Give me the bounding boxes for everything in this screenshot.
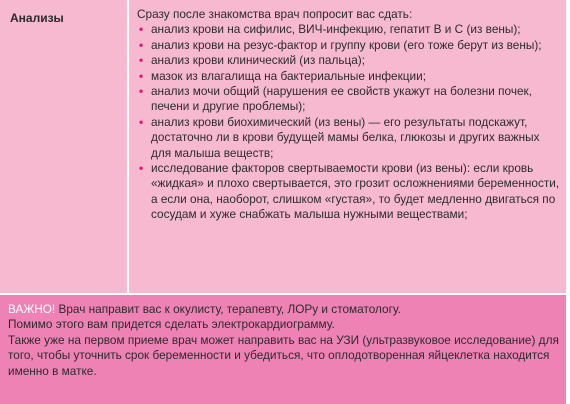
important-label: ВАЖНО! — [8, 302, 56, 316]
list-item-text: анализ мочи общий (нарушения ее свойств укажут на болезни почек, печени и другие проблемы); — [151, 84, 532, 114]
important-note — [0, 295, 566, 404]
bullet-dot-icon: • — [139, 84, 144, 99]
list-item — [137, 161, 560, 223]
list-item — [137, 53, 560, 68]
important-line-1 — [8, 302, 560, 317]
bullet-dot-icon: • — [139, 161, 144, 176]
important-line-2: Помимо этого вам придется сделать электрокардиограмму. — [8, 317, 335, 332]
bullet-dot-icon: • — [139, 114, 144, 129]
tests-list — [137, 22, 560, 222]
bullet-dot-icon: • — [139, 37, 144, 52]
list-item — [137, 69, 560, 84]
list-item — [137, 84, 560, 115]
list-item-text: анализ крови биохимический (из вены) — его результаты подскажут, достаточно ли в крови будущей мамы белка, глюкозы и других важных для малыша веществ; — [151, 114, 540, 160]
list-item — [137, 38, 560, 53]
list-item-text: исследование факторов свертываемости крови (из вены): если кровь «жидкая» и плохо свертывается, это грозит осложнениями беременности, а если она, наоборот, слишком «густая», то будет медленно двигаться по сосудам и хуже снабжать малыша нужными веществами; — [151, 161, 560, 222]
list-item-text: анализ крови клинический (из пальца); — [151, 53, 366, 68]
list-item-text: мазок из влагалища на бактериальные инфекции; — [151, 68, 426, 83]
table-header-cell — [0, 0, 129, 293]
bullet-dot-icon: • — [139, 53, 144, 68]
list-item-text: анализ крови на сифилис, ВИЧ-инфекцию, гепатит В и С (из вены); — [151, 22, 521, 37]
important-text-1: Врач направит вас к окулисту, терапевту, ЛОРу и стоматологу. — [55, 302, 401, 316]
bullet-dot-icon: • — [139, 68, 144, 83]
table-content-cell — [129, 0, 566, 293]
important-line-3: Также уже на первом приеме врач может направить вас на УЗИ (ультразвуковое исследование) для того, чтобы уточнить срок беременности и убедиться, что оплодотворенная яйцеклетка находится именно в матке. — [8, 332, 559, 378]
table-header-label: Анализы — [10, 11, 64, 25]
bullet-dot-icon: • — [139, 22, 144, 37]
list-item-text: анализ крови на резус-фактор и группу крови (его тоже берут из вены); — [151, 37, 542, 52]
tests-intro: Сразу после знакомства врач попросит вас сдать: — [137, 7, 413, 21]
list-item — [137, 115, 560, 161]
list-item — [137, 22, 560, 37]
